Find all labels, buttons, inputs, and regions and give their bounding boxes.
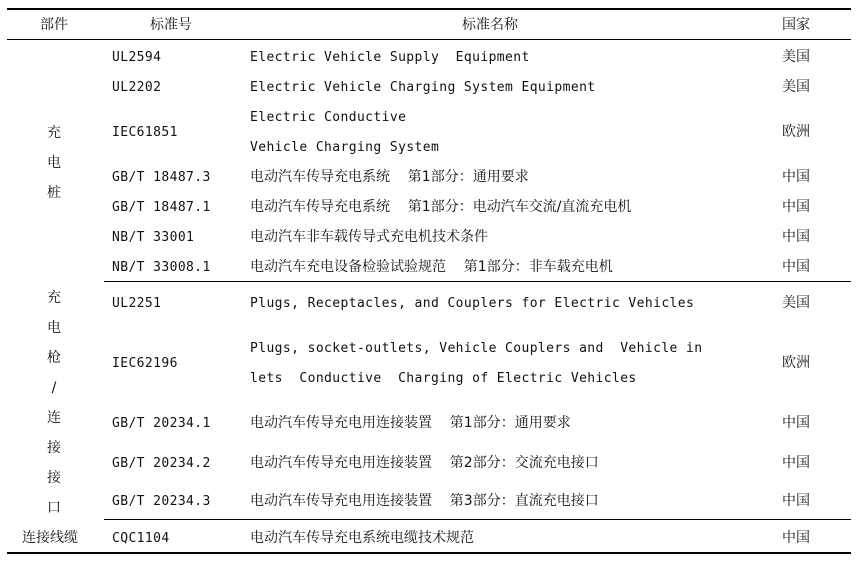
standard-name: 电动汽车充电设备检验试验规范 第1部分：非车载充电机: [250, 259, 613, 275]
group-char: 桩: [47, 185, 61, 201]
group-char: 接: [47, 440, 61, 456]
header-bottom-rule: [7, 39, 851, 40]
standard-no: NB/T 33008.1: [112, 260, 211, 275]
standard-name-line2: Vehicle Charging System: [250, 140, 440, 155]
standard-name: 电动汽车非车载传导式充电机技术条件: [250, 229, 488, 245]
standard-no: GB/T 20234.3: [112, 494, 211, 509]
header-standard-name: 标准名称: [462, 17, 518, 33]
standard-name: Electric Vehicle Charging System Equipment: [250, 80, 596, 95]
country: 中国: [782, 199, 810, 215]
header-component: 部件: [40, 17, 68, 33]
standard-name: 电动汽车传导充电用连接装置 第1部分：通用要求: [250, 415, 571, 431]
country: 中国: [782, 530, 810, 546]
group-char: 充: [47, 125, 61, 141]
country: 中国: [782, 493, 810, 509]
standard-no: UL2202: [112, 80, 162, 95]
standard-name: Plugs, Receptacles, and Couplers for Electric Vehicles: [250, 296, 695, 311]
standard-name: Plugs, socket-outlets, Vehicle Couplers and Vehicle in: [250, 341, 703, 356]
standard-name: 电动汽车传导充电系统电缆技术规范: [250, 530, 474, 546]
header-country: 国家: [782, 17, 810, 33]
section-divider-rule: [104, 519, 851, 520]
standard-no: GB/T 20234.1: [112, 416, 211, 431]
table-bottom-rule: [7, 552, 851, 554]
group-char: 电: [47, 320, 61, 336]
group-char: 口: [47, 500, 61, 516]
country: 中国: [782, 229, 810, 245]
table-top-rule: [7, 8, 851, 10]
standard-no: IEC61851: [112, 125, 178, 140]
group-label-cable: 连接线缆: [22, 530, 78, 546]
standard-no: GB/T 18487.1: [112, 200, 211, 215]
country: 美国: [782, 79, 810, 95]
standard-no: GB/T 18487.3: [112, 170, 211, 185]
group-char: 枪: [47, 350, 61, 366]
standard-name: 电动汽车传导充电用连接装置 第2部分：交流充电接口: [250, 455, 599, 471]
country: 欧洲: [782, 355, 810, 371]
country: 美国: [782, 295, 810, 311]
country: 美国: [782, 49, 810, 65]
standard-no: UL2594: [112, 50, 162, 65]
standard-no: NB/T 33001: [112, 230, 195, 245]
standard-no: GB/T 20234.2: [112, 456, 211, 471]
standard-name: Electric Vehicle Supply Equipment: [250, 50, 530, 65]
standard-no: UL2251: [112, 296, 162, 311]
header-standard-no: 标准号: [150, 17, 192, 33]
standard-name: 电动汽车传导充电系统 第1部分：通用要求: [250, 169, 529, 185]
group-label-plug-interface: [44, 283, 64, 523]
group-label-charging-pile: [44, 118, 64, 208]
country: 中国: [782, 259, 810, 275]
standard-no: CQC1104: [112, 531, 170, 546]
group-char: 充: [47, 290, 61, 306]
group-char: 连: [47, 410, 61, 426]
group-char: /: [51, 380, 57, 396]
country: 中国: [782, 415, 810, 431]
group-char: 接: [47, 470, 61, 486]
group-char: 电: [47, 155, 61, 171]
standard-name: 电动汽车传导充电系统 第1部分：电动汽车交流/直流充电机: [250, 199, 632, 215]
country: 中国: [782, 169, 810, 185]
section-divider-rule: [104, 281, 851, 282]
country: 欧洲: [782, 124, 810, 140]
standard-no: IEC62196: [112, 356, 178, 371]
standard-name: 电动汽车传导充电用连接装置 第3部分：直流充电接口: [250, 493, 599, 509]
country: 中国: [782, 455, 810, 471]
standard-name: Electric Conductive: [250, 110, 407, 125]
standard-name-line2: lets Conductive Charging of Electric Vehicles: [250, 371, 637, 386]
